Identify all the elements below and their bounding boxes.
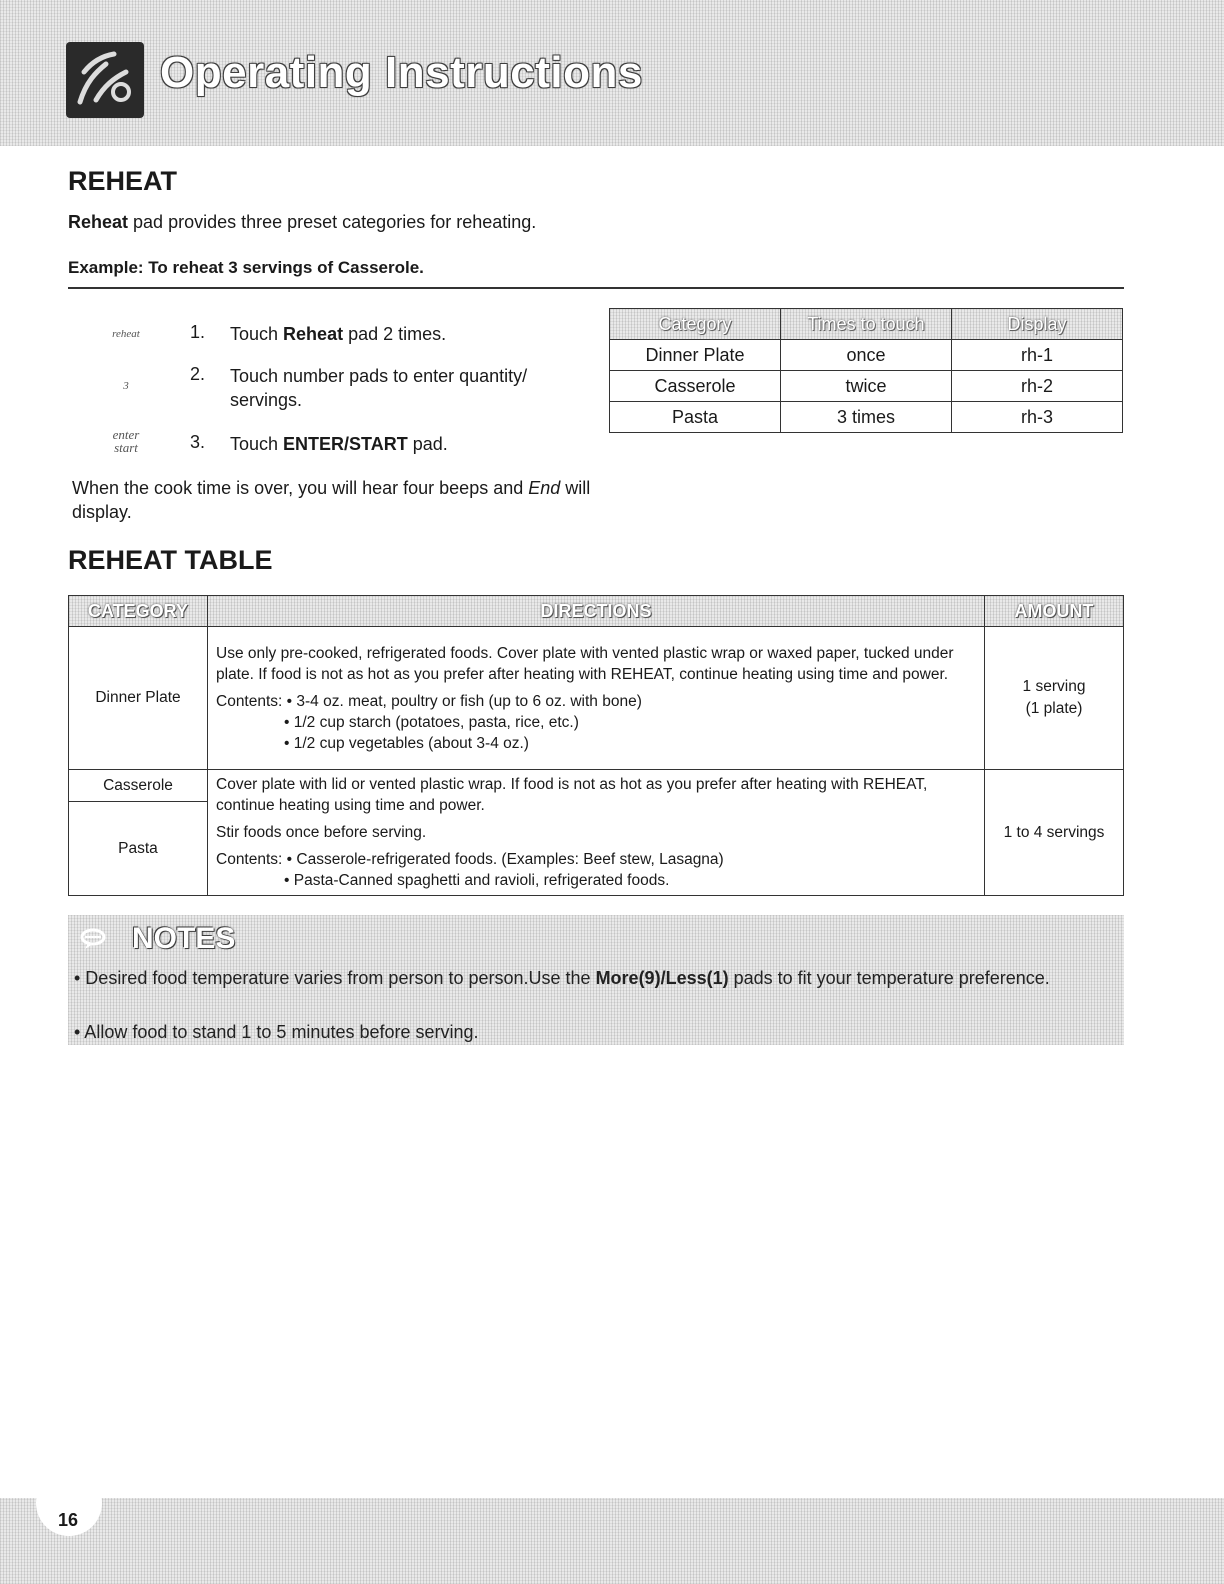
end-note-italic: End xyxy=(528,478,561,498)
table-row xyxy=(610,371,1123,402)
step-2-number: 2. xyxy=(190,364,206,384)
amount-cell xyxy=(985,627,1124,770)
category-cell: Casserole xyxy=(69,770,208,802)
example-line: Example: To reheat 3 servings of Casserole. xyxy=(68,258,424,277)
note-1-pre: • Desired food temperature varies from person to person.Use the xyxy=(74,968,596,988)
notes-icon xyxy=(80,928,106,950)
step-3-post: pad. xyxy=(407,434,448,454)
step-3-bold: ENTER/START xyxy=(283,434,408,454)
end-note-pre: When the cook time is over, you will hear four beeps and xyxy=(72,478,529,498)
table-cell: Dinner Plate xyxy=(610,340,781,371)
table-row xyxy=(69,770,1124,802)
col-directions: DIRECTIONS xyxy=(208,596,985,627)
pad-line-2: start xyxy=(114,440,138,455)
contents-line xyxy=(216,691,976,712)
directions-cell xyxy=(208,627,985,770)
contents-item: • Casserole-refrigerated foods. (Examples: Beef stew, Lasagna) xyxy=(286,851,724,868)
step-1-post: pad 2 times. xyxy=(343,324,447,344)
step-3-pre: Touch xyxy=(230,434,284,454)
table-row xyxy=(69,627,1124,770)
intro-rest: pad provides three preset categories for reheating. xyxy=(128,212,537,232)
table-cell: once xyxy=(781,340,952,371)
end-note xyxy=(72,476,592,524)
notes-title: NOTES xyxy=(132,922,236,955)
note-1 xyxy=(74,966,1114,990)
divider xyxy=(68,287,1124,289)
table-cell: rh-3 xyxy=(952,402,1123,433)
number-pad-label: 3 xyxy=(123,380,129,392)
contents-label: Contents: xyxy=(216,851,287,868)
stir-text: Stir foods once before serving. xyxy=(216,824,427,841)
reheat-table xyxy=(68,595,1124,896)
amount-line: 1 serving xyxy=(1022,678,1086,695)
contents-item: • 3-4 oz. meat, poultry or fish (up to 6 oz. with bone) xyxy=(286,692,642,710)
step-3-number: 3. xyxy=(190,432,206,452)
contents-label: Contents: xyxy=(216,692,287,710)
category-cell: Dinner Plate xyxy=(69,627,208,770)
reheat-pad-label: reheat xyxy=(112,328,140,340)
directions-text: Cover plate with lid or vented plastic wrap. If food is not as hot as you prefer after heating with REHEAT, continue heating using time and power. xyxy=(216,776,928,814)
col-times: Times to touch xyxy=(781,309,952,340)
amount-line: (1 plate) xyxy=(1025,700,1083,717)
directions-cell xyxy=(208,770,985,896)
table-cell: rh-1 xyxy=(952,340,1123,371)
enter-start-pad-label xyxy=(96,428,156,454)
table-cell: rh-2 xyxy=(952,371,1123,402)
col-display: Display xyxy=(952,309,1123,340)
contents-line xyxy=(216,849,976,870)
note-1-post: pads to fit your temperature preference. xyxy=(728,968,1050,988)
step-2-text: Touch number pads to enter quantity/ servings. xyxy=(230,366,528,410)
display-table-header-row xyxy=(610,309,1123,340)
pad-line-1: enter xyxy=(112,427,140,442)
directions-text: Use only pre-cooked, refrigerated foods. Cover plate with vented plastic wrap or waxed paper, tucked under plate. If food is not as hot as you prefer after heating with REHEAT, continue heating using time and power. xyxy=(216,644,954,683)
category-cell: Pasta xyxy=(69,802,208,896)
col-category: Category xyxy=(610,309,781,340)
display-table xyxy=(609,308,1123,433)
contents-item: • 1/2 cup starch (potatoes, pasta, rice, etc.) xyxy=(284,713,579,731)
hands-cooking-icon xyxy=(66,42,144,118)
step-1-pre: Touch xyxy=(230,324,284,344)
note-2: • Allow food to stand 1 to 5 minutes before serving. xyxy=(74,1022,479,1042)
note-1-bold: More(9)/Less(1) xyxy=(595,968,729,988)
col-amount: AMOUNT xyxy=(985,596,1124,627)
page-number: 16 xyxy=(58,1510,79,1530)
contents-item: • Pasta-Canned spaghetti and ravioli, refrigerated foods. xyxy=(284,872,670,889)
reheat-table-heading: REHEAT TABLE xyxy=(68,545,273,575)
reheat-heading: REHEAT xyxy=(68,166,178,196)
table-cell: Casserole xyxy=(610,371,781,402)
end-note-post: will display. xyxy=(72,478,591,522)
reheat-intro xyxy=(68,212,536,233)
step-1-bold: Reheat xyxy=(283,324,344,344)
col-category: CATEGORY xyxy=(69,596,208,627)
table-cell: twice xyxy=(781,371,952,402)
table-cell: Pasta xyxy=(610,402,781,433)
contents-item: • 1/2 cup vegetables (about 3-4 oz.) xyxy=(284,734,529,752)
step-3-text xyxy=(230,432,590,456)
intro-bold: Reheat xyxy=(68,212,129,232)
reheat-table-header-row xyxy=(69,596,1124,627)
page-title: Operating Instructions xyxy=(160,48,643,97)
footer-band xyxy=(0,1498,1224,1584)
amount-cell: 1 to 4 servings xyxy=(985,770,1124,896)
step-1-number: 1. xyxy=(190,322,206,342)
table-cell: 3 times xyxy=(781,402,952,433)
table-row xyxy=(610,340,1123,371)
table-row xyxy=(610,402,1123,433)
step-1-text xyxy=(230,322,590,346)
